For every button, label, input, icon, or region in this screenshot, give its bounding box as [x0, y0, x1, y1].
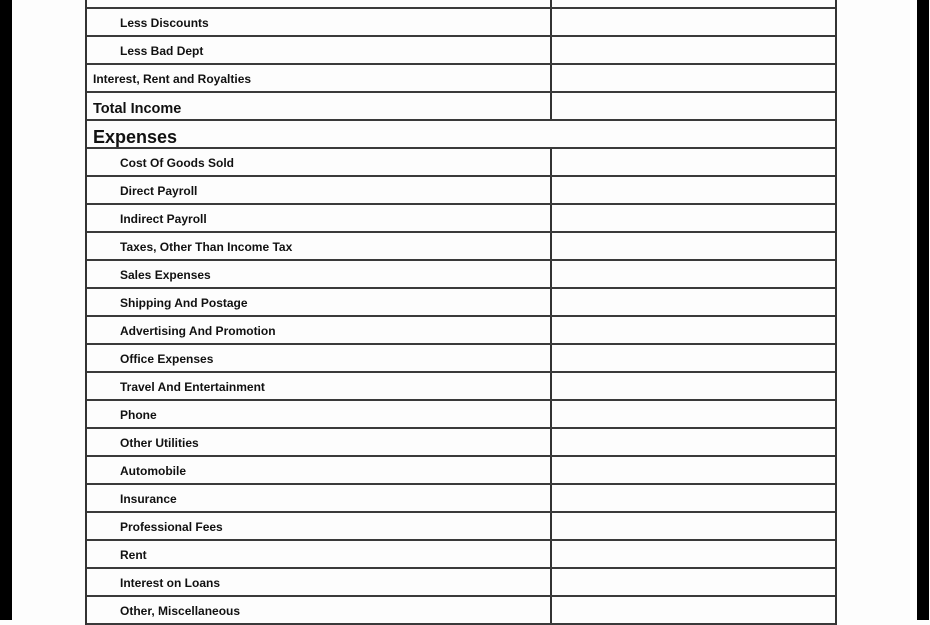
table-row [87, 345, 835, 373]
row-label: Insurance [87, 485, 552, 511]
row-value-cell[interactable] [552, 177, 835, 203]
row-label: Rent [87, 541, 552, 567]
row-value-cell[interactable] [552, 569, 835, 595]
table-row-less-discounts [87, 9, 835, 37]
row-value-cell[interactable] [552, 205, 835, 231]
row-label: Direct Payroll [87, 177, 552, 203]
row-value-cell[interactable] [552, 93, 835, 119]
row-label: Other Utilities [87, 429, 552, 455]
row-value-cell[interactable] [552, 401, 835, 427]
row-label: Sales Expenses [87, 261, 552, 287]
table-row [87, 205, 835, 233]
row-value-cell[interactable] [552, 541, 835, 567]
table-row [87, 177, 835, 205]
table-row [87, 373, 835, 401]
row-value-cell[interactable] [552, 317, 835, 343]
row-label: Advertising And Promotion [87, 317, 552, 343]
row-label: Other, Miscellaneous [87, 597, 552, 623]
row-value-cell[interactable] [552, 0, 835, 7]
row-value-cell[interactable] [552, 261, 835, 287]
row-value-cell[interactable] [552, 485, 835, 511]
table-row [87, 513, 835, 541]
table-row [87, 541, 835, 569]
row-label: Professional Fees [87, 513, 552, 539]
row-label: Less Discounts [87, 9, 552, 35]
row-value-cell[interactable] [552, 373, 835, 399]
row-label [87, 0, 552, 7]
row-value-cell[interactable] [552, 65, 835, 91]
table-row [87, 569, 835, 597]
section-heading-expenses [87, 121, 835, 149]
row-label: Taxes, Other Than Income Tax [87, 233, 552, 259]
row-label: Automobile [87, 457, 552, 483]
row-value-cell[interactable] [552, 9, 835, 35]
table-row [87, 429, 835, 457]
right-frame-border [917, 0, 929, 620]
row-label: Office Expenses [87, 345, 552, 371]
table-row [87, 485, 835, 513]
row-value-cell[interactable] [552, 513, 835, 539]
table-row [87, 233, 835, 261]
row-value-cell[interactable] [552, 289, 835, 315]
row-value-cell[interactable] [552, 149, 835, 175]
row-value-cell[interactable] [552, 37, 835, 63]
left-frame-border [0, 0, 12, 620]
row-label: Indirect Payroll [87, 205, 552, 231]
table-row-interest-rent-royalties [87, 65, 835, 93]
row-label: Less Bad Dept [87, 37, 552, 63]
row-label: Total Income [87, 93, 552, 119]
row-label: Interest, Rent and Royalties [87, 65, 552, 91]
section-title: Expenses [93, 127, 178, 147]
table-row [87, 289, 835, 317]
table-row-partial-top [87, 0, 835, 9]
row-value-cell[interactable] [552, 345, 835, 371]
income-statement-table [85, 0, 837, 625]
row-value-cell[interactable] [552, 597, 835, 623]
row-value-cell[interactable] [552, 233, 835, 259]
row-label: Travel And Entertainment [87, 373, 552, 399]
row-label: Phone [87, 401, 552, 427]
table-row-total-income [87, 93, 835, 121]
row-label: Cost Of Goods Sold [87, 149, 552, 175]
row-value-cell[interactable] [552, 429, 835, 455]
table-row-less-bad-dept [87, 37, 835, 65]
table-row [87, 261, 835, 289]
table-row [87, 457, 835, 485]
row-value-cell[interactable] [552, 457, 835, 483]
table-row [87, 401, 835, 429]
row-label: Shipping And Postage [87, 289, 552, 315]
table-row [87, 317, 835, 345]
row-label: Interest on Loans [87, 569, 552, 595]
table-row [87, 149, 835, 177]
table-row [87, 597, 835, 625]
